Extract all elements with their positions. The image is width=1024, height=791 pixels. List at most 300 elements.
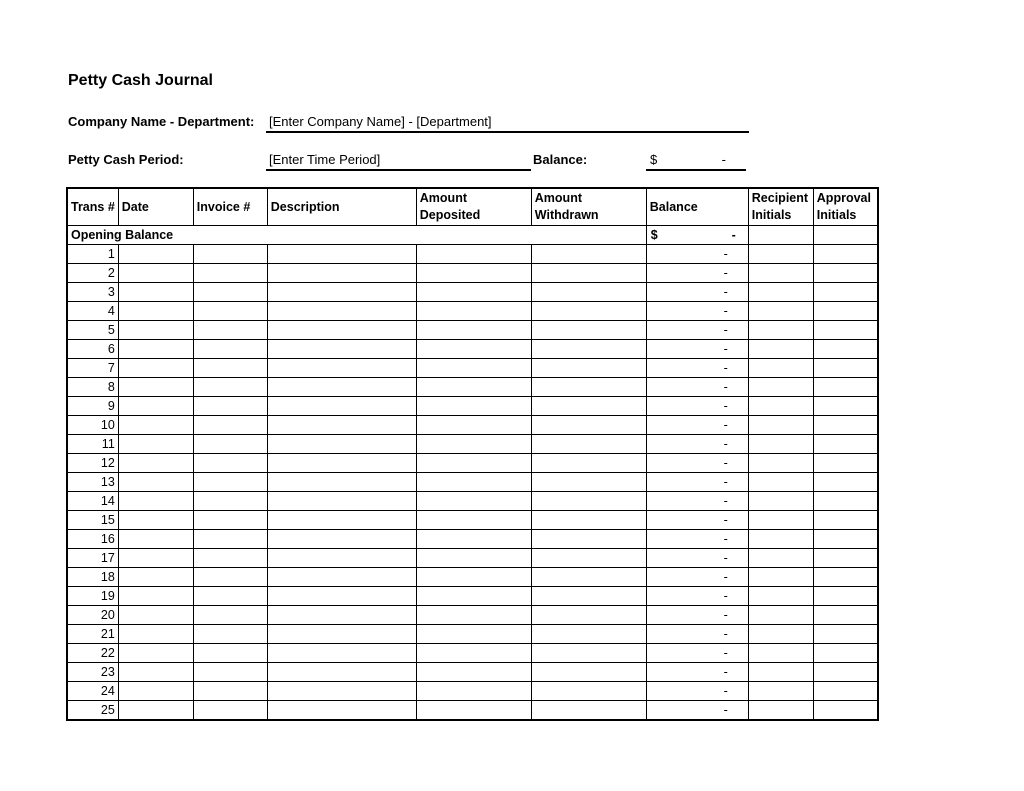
table-row <box>67 416 878 435</box>
invoice-cell[interactable] <box>193 454 267 473</box>
description-cell[interactable] <box>267 606 416 625</box>
deposited-cell[interactable] <box>416 625 531 644</box>
withdrawn-cell[interactable] <box>531 454 646 473</box>
trans-cell[interactable]: 25 <box>67 701 118 721</box>
balance-cell[interactable] <box>646 435 748 454</box>
invoice-cell[interactable] <box>193 549 267 568</box>
withdrawn-cell[interactable] <box>531 245 646 264</box>
table-row <box>67 473 878 492</box>
invoice-cell[interactable] <box>193 682 267 701</box>
date-cell[interactable] <box>118 454 193 473</box>
opening-approval-cell[interactable] <box>813 226 878 245</box>
header-deposited: Amount Deposited <box>416 188 531 226</box>
trans-cell[interactable]: 11 <box>67 435 118 454</box>
invoice-cell[interactable] <box>193 530 267 549</box>
balance-value: - <box>721 152 726 167</box>
trans-cell[interactable]: 3 <box>67 283 118 302</box>
deposited-cell[interactable] <box>416 245 531 264</box>
header-date: Date <box>118 188 193 226</box>
balance-cell[interactable] <box>646 283 748 302</box>
approval-cell[interactable] <box>813 644 878 663</box>
header-approval: Approval Initials <box>813 188 878 226</box>
balance-value: - <box>723 456 728 470</box>
recipient-cell[interactable] <box>748 549 813 568</box>
page-title: Petty Cash Journal <box>68 72 213 89</box>
trans-cell[interactable]: 12 <box>67 454 118 473</box>
deposited-cell[interactable] <box>416 454 531 473</box>
recipient-cell[interactable] <box>748 397 813 416</box>
approval-cell[interactable] <box>813 283 878 302</box>
balance-cell[interactable] <box>646 321 748 340</box>
balance-cell[interactable] <box>646 701 748 721</box>
trans-cell[interactable]: 23 <box>67 663 118 682</box>
balance-cell[interactable] <box>646 492 748 511</box>
recipient-cell[interactable] <box>748 606 813 625</box>
description-cell[interactable] <box>267 435 416 454</box>
recipient-cell[interactable] <box>748 511 813 530</box>
balance-value: - <box>723 684 728 698</box>
table-row <box>67 302 878 321</box>
header-trans: Trans # <box>67 188 118 226</box>
recipient-cell[interactable] <box>748 454 813 473</box>
invoice-cell[interactable] <box>193 625 267 644</box>
withdrawn-cell[interactable] <box>531 568 646 587</box>
table-row <box>67 397 878 416</box>
approval-cell[interactable] <box>813 264 878 283</box>
deposited-cell[interactable] <box>416 644 531 663</box>
withdrawn-cell[interactable] <box>531 397 646 416</box>
withdrawn-cell[interactable] <box>531 416 646 435</box>
balance-value: - <box>723 570 728 584</box>
balance-value: - <box>723 266 728 280</box>
deposited-cell[interactable] <box>416 606 531 625</box>
deposited-cell[interactable] <box>416 568 531 587</box>
table-row <box>67 492 878 511</box>
date-cell[interactable] <box>118 492 193 511</box>
date-cell[interactable] <box>118 701 193 721</box>
trans-cell[interactable]: 21 <box>67 625 118 644</box>
deposited-cell[interactable] <box>416 302 531 321</box>
table-row <box>67 378 878 397</box>
withdrawn-cell[interactable] <box>531 340 646 359</box>
header-description: Description <box>267 188 416 226</box>
balance-value: - <box>723 513 728 527</box>
trans-cell[interactable]: 7 <box>67 359 118 378</box>
trans-cell[interactable]: 14 <box>67 492 118 511</box>
trans-cell[interactable]: 17 <box>67 549 118 568</box>
description-cell[interactable] <box>267 473 416 492</box>
deposited-cell[interactable] <box>416 283 531 302</box>
balance-label: Balance: <box>533 152 588 167</box>
balance-value: - <box>723 247 728 261</box>
withdrawn-cell[interactable] <box>531 682 646 701</box>
header-recipient: Recipient Initials <box>748 188 813 226</box>
invoice-cell[interactable] <box>193 397 267 416</box>
table-row <box>67 606 878 625</box>
invoice-cell[interactable] <box>193 663 267 682</box>
recipient-cell[interactable] <box>748 321 813 340</box>
opening-balance-label: Opening Balance <box>67 226 646 245</box>
invoice-cell[interactable] <box>193 416 267 435</box>
invoice-cell[interactable] <box>193 511 267 530</box>
trans-cell[interactable]: 9 <box>67 397 118 416</box>
description-cell[interactable] <box>267 340 416 359</box>
recipient-cell[interactable] <box>748 625 813 644</box>
approval-cell[interactable] <box>813 397 878 416</box>
approval-cell[interactable] <box>813 454 878 473</box>
approval-cell[interactable] <box>813 663 878 682</box>
description-cell[interactable] <box>267 245 416 264</box>
recipient-cell[interactable] <box>748 682 813 701</box>
balance-value: - <box>723 608 728 622</box>
balance-cell[interactable] <box>646 340 748 359</box>
recipient-cell[interactable] <box>748 245 813 264</box>
withdrawn-cell[interactable] <box>531 378 646 397</box>
approval-cell[interactable] <box>813 245 878 264</box>
balance-value: - <box>723 399 728 413</box>
period-label: Petty Cash Period: <box>68 152 184 167</box>
opening-recipient-cell[interactable] <box>748 226 813 245</box>
date-cell[interactable] <box>118 530 193 549</box>
recipient-cell[interactable] <box>748 302 813 321</box>
balance-cell[interactable] <box>646 416 748 435</box>
deposited-cell[interactable] <box>416 701 531 721</box>
balance-cell[interactable] <box>646 587 748 606</box>
invoice-cell[interactable] <box>193 606 267 625</box>
balance-cell[interactable] <box>646 568 748 587</box>
date-cell[interactable] <box>118 340 193 359</box>
description-cell[interactable] <box>267 283 416 302</box>
balance-value: - <box>723 323 728 337</box>
description-cell[interactable] <box>267 492 416 511</box>
approval-cell[interactable] <box>813 568 878 587</box>
date-cell[interactable] <box>118 663 193 682</box>
recipient-cell[interactable] <box>748 264 813 283</box>
balance-value: - <box>723 380 728 394</box>
balance-cell[interactable] <box>646 511 748 530</box>
approval-cell[interactable] <box>813 606 878 625</box>
description-cell[interactable] <box>267 397 416 416</box>
date-cell[interactable] <box>118 625 193 644</box>
invoice-cell[interactable] <box>193 587 267 606</box>
date-cell[interactable] <box>118 511 193 530</box>
date-cell[interactable] <box>118 568 193 587</box>
withdrawn-cell[interactable] <box>531 644 646 663</box>
approval-cell[interactable] <box>813 302 878 321</box>
invoice-cell[interactable] <box>193 283 267 302</box>
description-cell[interactable] <box>267 549 416 568</box>
description-cell[interactable] <box>267 682 416 701</box>
description-cell[interactable] <box>267 568 416 587</box>
date-cell[interactable] <box>118 644 193 663</box>
balance-value: - <box>723 532 728 546</box>
balance-cell[interactable] <box>646 625 748 644</box>
trans-cell[interactable]: 8 <box>67 378 118 397</box>
date-cell[interactable] <box>118 549 193 568</box>
balance-value: - <box>723 551 728 565</box>
balance-cell[interactable] <box>646 264 748 283</box>
recipient-cell[interactable] <box>748 568 813 587</box>
approval-cell[interactable] <box>813 530 878 549</box>
description-cell[interactable] <box>267 321 416 340</box>
withdrawn-cell[interactable] <box>531 492 646 511</box>
balance-value: - <box>723 494 728 508</box>
table-row <box>67 245 878 264</box>
date-cell[interactable] <box>118 416 193 435</box>
balance-value: - <box>723 646 728 660</box>
balance-cell[interactable] <box>646 245 748 264</box>
approval-cell[interactable] <box>813 701 878 721</box>
table-row <box>67 530 878 549</box>
approval-cell[interactable] <box>813 625 878 644</box>
invoice-cell[interactable] <box>193 245 267 264</box>
withdrawn-cell[interactable] <box>531 549 646 568</box>
header-row <box>67 188 878 226</box>
trans-cell[interactable]: 24 <box>67 682 118 701</box>
balance-cell[interactable] <box>646 302 748 321</box>
date-cell[interactable] <box>118 378 193 397</box>
balance-value: - <box>723 589 728 603</box>
date-cell[interactable] <box>118 473 193 492</box>
deposited-cell[interactable] <box>416 511 531 530</box>
deposited-cell[interactable] <box>416 587 531 606</box>
balance-cell[interactable] <box>646 359 748 378</box>
approval-cell[interactable] <box>813 549 878 568</box>
balance-cell[interactable] <box>646 549 748 568</box>
table-row <box>67 435 878 454</box>
trans-cell[interactable]: 2 <box>67 264 118 283</box>
recipient-cell[interactable] <box>748 473 813 492</box>
table-row <box>67 625 878 644</box>
approval-cell[interactable] <box>813 416 878 435</box>
table-row <box>67 511 878 530</box>
table-row <box>67 340 878 359</box>
deposited-cell[interactable] <box>416 473 531 492</box>
balance-cell[interactable] <box>646 530 748 549</box>
balance-value: - <box>723 437 728 451</box>
withdrawn-cell[interactable] <box>531 264 646 283</box>
description-cell[interactable] <box>267 416 416 435</box>
invoice-cell[interactable] <box>193 378 267 397</box>
trans-cell[interactable]: 15 <box>67 511 118 530</box>
recipient-cell[interactable] <box>748 416 813 435</box>
balance-cell[interactable] <box>646 644 748 663</box>
description-cell[interactable] <box>267 663 416 682</box>
balance-value: - <box>723 304 728 318</box>
recipient-cell[interactable] <box>748 530 813 549</box>
journal-table <box>66 187 879 721</box>
approval-cell[interactable] <box>813 473 878 492</box>
table-row <box>67 568 878 587</box>
opening-balance-row <box>67 226 878 245</box>
balance-value: - <box>723 285 728 299</box>
balance-value: - <box>723 665 728 679</box>
withdrawn-cell[interactable] <box>531 701 646 721</box>
recipient-cell[interactable] <box>748 359 813 378</box>
invoice-cell[interactable] <box>193 302 267 321</box>
deposited-cell[interactable] <box>416 359 531 378</box>
deposited-cell[interactable] <box>416 416 531 435</box>
balance-value: - <box>723 418 728 432</box>
balance-cell[interactable] <box>646 473 748 492</box>
description-cell[interactable] <box>267 378 416 397</box>
balance-cell[interactable] <box>646 454 748 473</box>
trans-cell[interactable]: 13 <box>67 473 118 492</box>
table-row <box>67 321 878 340</box>
invoice-cell[interactable] <box>193 492 267 511</box>
balance-cell[interactable] <box>646 378 748 397</box>
date-cell[interactable] <box>118 397 193 416</box>
withdrawn-cell[interactable] <box>531 587 646 606</box>
approval-cell[interactable] <box>813 511 878 530</box>
balance-cell[interactable] <box>646 397 748 416</box>
company-label: Company Name - Department: <box>68 114 255 129</box>
withdrawn-cell[interactable] <box>531 606 646 625</box>
date-cell[interactable] <box>118 283 193 302</box>
withdrawn-cell[interactable] <box>531 625 646 644</box>
deposited-cell[interactable] <box>416 397 531 416</box>
recipient-cell[interactable] <box>748 378 813 397</box>
trans-cell[interactable]: 1 <box>67 245 118 264</box>
deposited-cell[interactable] <box>416 549 531 568</box>
balance-value: - <box>723 361 728 375</box>
recipient-cell[interactable] <box>748 663 813 682</box>
balance-value: - <box>723 703 728 717</box>
date-cell[interactable] <box>118 587 193 606</box>
invoice-cell[interactable] <box>193 340 267 359</box>
recipient-cell[interactable] <box>748 587 813 606</box>
description-cell[interactable] <box>267 587 416 606</box>
balance-field[interactable] <box>646 151 746 171</box>
recipient-cell[interactable] <box>748 644 813 663</box>
balance-currency-symbol: $ <box>650 152 658 167</box>
balance-value: - <box>723 342 728 356</box>
approval-cell[interactable] <box>813 321 878 340</box>
header-invoice: Invoice # <box>193 188 267 226</box>
deposited-cell[interactable] <box>416 435 531 454</box>
description-cell[interactable] <box>267 302 416 321</box>
withdrawn-cell[interactable] <box>531 473 646 492</box>
balance-value: - <box>723 475 728 489</box>
recipient-cell[interactable] <box>748 701 813 721</box>
trans-cell[interactable]: 22 <box>67 644 118 663</box>
withdrawn-cell[interactable] <box>531 359 646 378</box>
trans-cell[interactable]: 18 <box>67 568 118 587</box>
opening-balance-value: - <box>731 228 736 242</box>
description-cell[interactable] <box>267 530 416 549</box>
withdrawn-cell[interactable] <box>531 663 646 682</box>
deposited-cell[interactable] <box>416 321 531 340</box>
date-cell[interactable] <box>118 682 193 701</box>
invoice-cell[interactable] <box>193 473 267 492</box>
deposited-cell[interactable] <box>416 492 531 511</box>
approval-cell[interactable] <box>813 378 878 397</box>
withdrawn-cell[interactable] <box>531 511 646 530</box>
description-cell[interactable] <box>267 625 416 644</box>
description-cell[interactable] <box>267 644 416 663</box>
balance-cell[interactable] <box>646 663 748 682</box>
date-cell[interactable] <box>118 302 193 321</box>
table-row <box>67 264 878 283</box>
date-cell[interactable] <box>118 435 193 454</box>
trans-cell[interactable]: 16 <box>67 530 118 549</box>
balance-cell[interactable] <box>646 682 748 701</box>
deposited-cell[interactable] <box>416 378 531 397</box>
invoice-cell[interactable] <box>193 321 267 340</box>
description-cell[interactable] <box>267 454 416 473</box>
date-cell[interactable] <box>118 606 193 625</box>
approval-cell[interactable] <box>813 340 878 359</box>
withdrawn-cell[interactable] <box>531 302 646 321</box>
approval-cell[interactable] <box>813 682 878 701</box>
invoice-cell[interactable] <box>193 701 267 721</box>
trans-cell[interactable]: 19 <box>67 587 118 606</box>
deposited-cell[interactable] <box>416 663 531 682</box>
table-row <box>67 283 878 302</box>
date-cell[interactable] <box>118 321 193 340</box>
approval-cell[interactable] <box>813 492 878 511</box>
trans-cell[interactable]: 5 <box>67 321 118 340</box>
table-row <box>67 587 878 606</box>
opening-balance-cell[interactable] <box>646 226 748 245</box>
description-cell[interactable] <box>267 264 416 283</box>
trans-cell[interactable]: 4 <box>67 302 118 321</box>
table-row <box>67 701 878 721</box>
table-row <box>67 663 878 682</box>
date-cell[interactable] <box>118 245 193 264</box>
description-cell[interactable] <box>267 701 416 721</box>
invoice-cell[interactable] <box>193 568 267 587</box>
date-cell[interactable] <box>118 359 193 378</box>
opening-currency-symbol: $ <box>650 228 658 242</box>
period-field[interactable]: [Enter Time Period] <box>266 151 531 171</box>
deposited-cell[interactable] <box>416 530 531 549</box>
approval-cell[interactable] <box>813 359 878 378</box>
description-cell[interactable] <box>267 511 416 530</box>
deposited-cell[interactable] <box>416 340 531 359</box>
header-balance: Balance <box>646 188 748 226</box>
withdrawn-cell[interactable] <box>531 283 646 302</box>
invoice-cell[interactable] <box>193 644 267 663</box>
invoice-cell[interactable] <box>193 359 267 378</box>
withdrawn-cell[interactable] <box>531 321 646 340</box>
recipient-cell[interactable] <box>748 283 813 302</box>
table-row <box>67 359 878 378</box>
company-field[interactable]: [Enter Company Name] - [Department] <box>266 113 749 133</box>
table-row <box>67 682 878 701</box>
approval-cell[interactable] <box>813 435 878 454</box>
trans-cell[interactable]: 10 <box>67 416 118 435</box>
trans-cell[interactable]: 20 <box>67 606 118 625</box>
invoice-cell[interactable] <box>193 264 267 283</box>
approval-cell[interactable] <box>813 587 878 606</box>
trans-cell[interactable]: 6 <box>67 340 118 359</box>
invoice-cell[interactable] <box>193 435 267 454</box>
balance-cell[interactable] <box>646 606 748 625</box>
withdrawn-cell[interactable] <box>531 435 646 454</box>
header-withdrawn: Amount Withdrawn <box>531 188 646 226</box>
recipient-cell[interactable] <box>748 340 813 359</box>
withdrawn-cell[interactable] <box>531 530 646 549</box>
deposited-cell[interactable] <box>416 264 531 283</box>
deposited-cell[interactable] <box>416 682 531 701</box>
table-row <box>67 644 878 663</box>
recipient-cell[interactable] <box>748 492 813 511</box>
recipient-cell[interactable] <box>748 435 813 454</box>
date-cell[interactable] <box>118 264 193 283</box>
description-cell[interactable] <box>267 359 416 378</box>
balance-value: - <box>723 627 728 641</box>
